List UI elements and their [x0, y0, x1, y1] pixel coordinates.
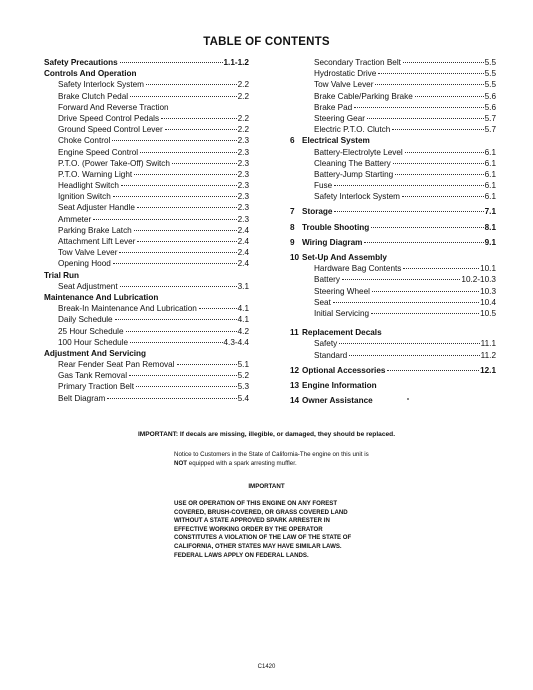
dot-leader: [107, 398, 236, 399]
toc-entry-label: [58, 79, 144, 90]
toc-entry: [44, 113, 249, 124]
toc-entry: [290, 338, 496, 349]
toc-right-column: [290, 57, 496, 410]
page-number: 5.3: [237, 382, 249, 392]
toc-entry-label: [290, 380, 377, 391]
dot-leader: [349, 355, 479, 356]
section-number: 13: [290, 380, 300, 390]
page-number: 2.4: [237, 259, 249, 269]
toc-entry: [290, 147, 496, 158]
page-number: 6.1: [484, 181, 496, 191]
toc-entry-text: Belt Diagram: [58, 393, 106, 403]
toc-entry-label: [58, 314, 113, 325]
toc-entry: [290, 113, 496, 124]
toc-entry-text: Secondary Traction Belt: [314, 58, 401, 67]
page-number: 5.7: [484, 113, 496, 123]
dot-leader: [130, 342, 222, 343]
toc-entry: [290, 286, 496, 297]
dot-leader: [115, 319, 237, 320]
toc-entry: [290, 380, 496, 391]
toc-entry-label: [290, 169, 393, 180]
toc-entry-label: [58, 326, 124, 337]
toc-entry-label: [58, 370, 127, 381]
toc-entry-text: Fuse: [314, 181, 333, 191]
dot-leader: [372, 291, 479, 292]
toc-entry-text: P.T.O. Warning Light: [58, 169, 133, 179]
page-number: 5.5: [484, 58, 496, 67]
toc-entry-text: Ignition Switch: [58, 192, 111, 202]
toc-entry: [44, 169, 249, 180]
dot-leader: [393, 163, 484, 164]
toc-entry-text: Safety Interlock System: [314, 192, 401, 202]
toc-entry: [44, 79, 249, 90]
toc-entry-text: Brake Cable/Parking Brake: [314, 91, 413, 101]
toc-entry-text: Primary Traction Belt: [58, 382, 134, 392]
section-number: 12: [290, 365, 300, 375]
toc-entry-label: [58, 359, 175, 370]
dot-leader: [392, 129, 483, 130]
toc-entry-text: Break-In Maintenance And Lubrication: [58, 304, 197, 314]
dot-leader: [405, 152, 484, 153]
toc-entry-label: [290, 286, 370, 297]
toc-entry-text: Gas Tank Removal: [58, 371, 128, 381]
toc-entry-label: [290, 365, 385, 376]
dot-leader: [415, 96, 484, 97]
toc-entry: [44, 57, 249, 68]
important-decals-notice: IMPORTANT: If decals are missing, illegible, or damaged, they should be replaced.: [137, 431, 396, 438]
section-number: 9: [290, 237, 295, 247]
toc-entry-label: [290, 91, 413, 102]
page-number: 12.1: [480, 365, 496, 375]
toc-entry: [290, 297, 496, 308]
toc-entry: [290, 274, 496, 285]
page-number: 2.2: [237, 125, 249, 135]
page-number: 2.2: [237, 80, 249, 90]
dot-leader: [177, 364, 237, 365]
toc-entry: [290, 308, 496, 319]
toc-entry: [290, 57, 496, 68]
california-notice: [174, 451, 374, 468]
dot-leader: [342, 279, 460, 280]
toc-entry-text: Seat Adjustment: [58, 281, 118, 291]
toc-entry: [44, 326, 249, 337]
page-number: 10.4: [480, 297, 496, 307]
toc-entry-text: Daily Schedule: [58, 315, 113, 325]
toc-entry: [290, 180, 496, 191]
toc-entry-label: [58, 202, 135, 213]
toc-entry-label: [290, 158, 391, 169]
page-number: 4.2: [237, 326, 249, 336]
toc-entry-label: [58, 258, 111, 269]
dot-leader: [146, 84, 237, 85]
page-number: 2.3: [237, 181, 249, 191]
toc-entry: [44, 225, 249, 236]
toc-entry-text: Attachment Lift Lever: [58, 237, 136, 246]
toc-entry: [44, 202, 249, 213]
page-title: TABLE OF CONTENTS: [203, 36, 330, 48]
page-number: 10.5: [480, 308, 496, 318]
page-number: 2.3: [237, 203, 249, 213]
page-number: 5.5: [484, 69, 496, 79]
toc-entry-text: Electric P.T.O. Clutch: [314, 125, 391, 135]
toc-entry: [44, 158, 249, 169]
toc-entry: [290, 91, 496, 102]
dot-leader: [113, 263, 237, 264]
toc-entry-text: Safety Precautions: [44, 58, 118, 67]
dot-leader: [375, 84, 483, 85]
dot-leader: [113, 196, 237, 197]
toc-entry-label: [290, 297, 331, 308]
dot-leader: [387, 370, 479, 371]
toc-entry-text: Steering Gear: [314, 113, 365, 123]
toc-entry-text: Wiring Diagram: [302, 237, 363, 247]
toc-entry-text: Opening Hood: [58, 259, 111, 269]
dot-leader: [334, 211, 483, 212]
footer-code: C1420: [257, 664, 276, 670]
toc-entry-text: Owner Assistance: [302, 396, 373, 406]
page-number: 2.4: [237, 225, 249, 235]
toc-entry-text: Steering Wheel: [314, 286, 370, 296]
toc-entry: [44, 381, 249, 392]
section-number: 14: [290, 396, 300, 406]
toc-entry-text: Tow Valve Lever: [58, 248, 118, 258]
page-number: 6.1: [484, 169, 496, 179]
toc-entry-text: P.T.O. (Power Take-Off) Switch: [58, 158, 170, 168]
page-number: 10.1: [480, 264, 496, 274]
dot-leader: [339, 343, 479, 344]
section-heading-text: Electrical System: [302, 136, 370, 146]
toc-entry-label: [290, 102, 352, 113]
spark-arrester-warning: USE OR OPERATION OF THIS ENGINE ON ANY FOREST COVERED, BRUSH-COVERED, OR GRASS COVERED LAND WITHOUT A STATE APPROVED SPARK ARRESTER IN EFFECTIVE WORKING ORDER BY THE OPERATOR CONSTITUTES A VIOLATION OF THE LAW OF THE STATE OF CALIFORNIA, OTHER STATES MAY HAVE SIMILAR LAWS. FEDERAL LAWS APPLY ON FEDERAL LANDS.: [174, 500, 352, 559]
toc-entry-text: Forward And Reverse Traction: [58, 102, 169, 112]
page-number: 10.2-10.3: [461, 275, 496, 285]
page-number: 4.1: [237, 315, 249, 325]
toc-entry-text: Tow Valve Lever: [314, 80, 374, 90]
page-number: 5.4: [237, 393, 249, 403]
section-number: 7: [290, 207, 295, 217]
spacer: [290, 319, 496, 327]
toc-entry: [44, 247, 249, 258]
page-number: 9.1: [484, 237, 496, 247]
toc-entry: [290, 350, 496, 361]
toc-entry-text: Seat: [314, 297, 331, 307]
dot-leader: [334, 185, 483, 186]
toc-entry-text: Ground Speed Control Lever: [58, 125, 163, 135]
dot-leader: [137, 241, 236, 242]
page-number: 2.3: [237, 214, 249, 224]
important-heading: IMPORTANT: [248, 483, 285, 490]
dot-leader: [378, 73, 483, 74]
toc-entry: [290, 79, 496, 90]
section-number: 8: [290, 222, 295, 232]
toc-entry: [44, 124, 249, 135]
toc-entry-label: [58, 281, 118, 292]
toc-entry-label: [58, 158, 170, 169]
toc-entry-label: [58, 124, 163, 135]
section-heading: Trial Run: [44, 270, 80, 280]
toc-entry-text: Seat Adjuster Handle: [58, 203, 135, 213]
dot-leader: [395, 174, 483, 175]
section-number: 6: [290, 136, 295, 146]
toc-entry-label: [58, 91, 128, 102]
dot-leader: [136, 386, 237, 387]
toc-entry-text: Ammeter: [58, 214, 92, 224]
toc-entry: [44, 393, 249, 404]
page-number: 2.3: [237, 169, 249, 179]
toc-entry-label: [290, 222, 369, 233]
dot-leader: [112, 140, 236, 141]
dot-leader: [165, 129, 237, 130]
dot-leader: [367, 118, 484, 119]
toc-entry: [290, 169, 496, 180]
dot-leader: [371, 313, 479, 314]
dot-leader: [161, 118, 237, 119]
toc-entry-text: Safety: [314, 339, 338, 349]
page-number: 11.1: [480, 339, 496, 349]
toc-entry-text: Parking Brake Latch: [58, 225, 132, 235]
page-number: 3.1: [237, 281, 249, 291]
dot-leader: [403, 62, 484, 63]
dot-leader: [354, 107, 483, 108]
toc-entry-label: [58, 169, 132, 180]
toc-entry: [44, 236, 249, 247]
toc-entry-text: Hardware Bag Contents: [314, 264, 402, 274]
toc-entry-text: Battery-Jump Starting: [314, 169, 394, 179]
dot-leader: [364, 242, 483, 243]
page-number: 2.3: [237, 192, 249, 202]
dot-leader: [120, 62, 223, 63]
toc-entry: [44, 303, 249, 314]
dot-leader: [140, 152, 236, 153]
dot-leader: [93, 219, 236, 220]
toc-entry-text: Brake Pad: [314, 102, 353, 112]
toc-entry-label: [58, 236, 135, 247]
page-number: 5.7: [484, 125, 496, 135]
toc-entry-label: [58, 393, 105, 404]
page-number: 5.1: [237, 360, 249, 370]
page-number: 6.1: [484, 158, 496, 168]
toc-entry-label: [58, 180, 119, 191]
toc-entry-label: [290, 263, 401, 274]
toc-entry-label: [58, 135, 110, 146]
dot-leader: [134, 230, 237, 231]
toc-entry: [290, 365, 496, 376]
page-number: 2.2: [237, 113, 249, 123]
page-number: 5.5: [484, 80, 496, 90]
toc-entry: [290, 124, 496, 135]
toc-entry-label: [290, 395, 373, 406]
toc-entry-label: [290, 308, 369, 319]
toc-entry-text: Standard: [314, 350, 348, 360]
toc-entry: [44, 147, 249, 158]
toc-entry: [290, 191, 496, 202]
dot-leader: [403, 268, 479, 269]
toc-entry: [44, 281, 249, 292]
toc-entry-text: Choke Control: [58, 136, 111, 146]
page-number: 5.6: [484, 91, 496, 101]
toc-entry-label: [58, 191, 111, 202]
toc-entry-text: Engine Information: [302, 380, 377, 390]
toc-entry-text: 25 Hour Schedule: [58, 326, 124, 336]
page-number: 10.3: [480, 286, 496, 296]
page-number: 7.1: [484, 207, 496, 217]
page-number: 5.2: [237, 371, 249, 381]
toc-entry-label: [58, 225, 132, 236]
dot-leader: [120, 286, 237, 287]
page-number: 6.1: [484, 147, 496, 157]
toc-entry: [44, 359, 249, 370]
toc-entry-text: Brake Clutch Pedal: [58, 91, 129, 101]
toc-entry-label: [290, 79, 373, 90]
dot-leader: [129, 375, 237, 376]
page-number: 2.2: [237, 91, 249, 101]
page-number: 4.3-4.4: [223, 337, 249, 347]
toc-entry-text: Battery-Electrolyte Level: [314, 147, 403, 157]
section-heading: [290, 135, 496, 146]
toc-entry: [44, 314, 249, 325]
toc-entry: [44, 337, 249, 348]
toc-entry-label: [290, 206, 332, 217]
page-number: 11.2: [480, 350, 496, 360]
page-number: 2.3: [237, 147, 249, 157]
section-heading: Maintenance And Lubrication: [44, 292, 159, 302]
dot-leader: [333, 302, 479, 303]
section-heading: Adjustment And Servicing: [44, 348, 147, 358]
toc-entry-text: Initial Servicing: [314, 308, 370, 318]
toc-entry-text: Drive Speed Control Pedals: [58, 113, 160, 123]
toc-entry: [44, 191, 249, 202]
toc-entry-text: Trouble Shooting: [302, 222, 370, 232]
toc-entry: [44, 214, 249, 225]
toc-entry-label: [290, 57, 401, 68]
toc-entry-text: Storage: [302, 207, 333, 217]
toc-entry-label: [58, 303, 197, 314]
section-number: 11: [290, 328, 299, 338]
toc-entry-label: [58, 247, 117, 258]
section-heading-text: Set-Up And Assembly: [302, 253, 387, 262]
dot-leader: [137, 207, 237, 208]
toc-entry-text: Safety Interlock System: [58, 80, 145, 90]
toc-entry: [290, 68, 496, 79]
spacer: [290, 406, 496, 410]
toc-entry-label: [58, 337, 128, 348]
toc-entry-continued: [44, 102, 249, 113]
toc-entry-label: [290, 338, 337, 349]
page-number: 4.1: [237, 304, 249, 314]
toc-entry-label: [58, 381, 134, 392]
dot-leader: [119, 252, 236, 253]
toc-entry-label: [58, 147, 138, 158]
section-heading: [290, 327, 496, 338]
toc-entry: [290, 263, 496, 274]
toc-entry: [44, 370, 249, 381]
section-heading: [290, 252, 496, 263]
dot-leader: [126, 331, 237, 332]
toc-entry: [290, 395, 496, 406]
page-number: 1.1-1.2: [223, 58, 249, 67]
toc-entry-label: [290, 113, 365, 124]
dot-leader: [402, 196, 484, 197]
dot-leader: [134, 174, 236, 175]
toc-entry-label: [58, 214, 91, 225]
notice-text-after: equipped with a spark arresting muffler.: [187, 459, 297, 467]
toc-entry-text: Cleaning The Battery: [314, 158, 391, 168]
page-number: 2.3: [237, 136, 249, 146]
toc-entry-text: Hydrostatic Drive: [314, 69, 377, 79]
dot-leader: [121, 185, 237, 186]
toc-entry: [290, 237, 496, 248]
toc-entry-label: [290, 237, 362, 248]
notice-text-before: Notice to Customers in the State of California-The engine on this unit is: [174, 451, 369, 458]
toc-entry-label: [290, 124, 390, 135]
toc-entry-label: [290, 68, 376, 79]
toc-left-column: [44, 57, 249, 404]
dot-leader: [199, 308, 237, 309]
dot-leader: [130, 96, 237, 97]
page-number: 2.4: [237, 248, 249, 258]
toc-entry: [44, 180, 249, 191]
section-heading: Controls And Operation: [44, 69, 137, 79]
toc-entry-text: Battery: [314, 275, 340, 285]
stray-mark: [407, 398, 409, 400]
toc-entry-text: Rear Fender Seat Pan Removal: [58, 360, 175, 370]
toc-entry: [290, 158, 496, 169]
page-number: 5.6: [484, 102, 496, 112]
toc-entry-label: [290, 180, 332, 191]
toc-entry-label: [290, 274, 340, 285]
toc-entry: [44, 91, 249, 102]
dot-leader: [371, 227, 483, 228]
toc-entry-label: [290, 350, 347, 361]
toc-entry: [290, 206, 496, 217]
toc-entry-label: [44, 57, 118, 68]
toc-entry: [290, 222, 496, 233]
toc-entry: [44, 135, 249, 146]
notice-emphasis: NOT: [174, 459, 188, 467]
page-number: 6.1: [484, 192, 496, 202]
toc-entry-label: [290, 147, 403, 158]
toc-entry-text: Engine Speed Control: [58, 147, 139, 157]
toc-entry-text: Optional Accessories: [302, 365, 386, 375]
section-heading-text: Replacement Decals: [302, 328, 382, 338]
page-number: 8.1: [484, 222, 496, 232]
dot-leader: [172, 163, 237, 164]
toc-entry: [290, 102, 496, 113]
toc-entry-text: 100 Hour Schedule: [58, 337, 129, 347]
section-number: 10: [290, 253, 300, 262]
page-number: 2.3: [237, 158, 249, 168]
toc-entry: [44, 258, 249, 269]
toc-entry-label: [58, 113, 159, 124]
page-number: 2.4: [237, 237, 249, 246]
toc-entry-label: [290, 191, 400, 202]
toc-entry-text: Headlight Switch: [58, 181, 119, 191]
